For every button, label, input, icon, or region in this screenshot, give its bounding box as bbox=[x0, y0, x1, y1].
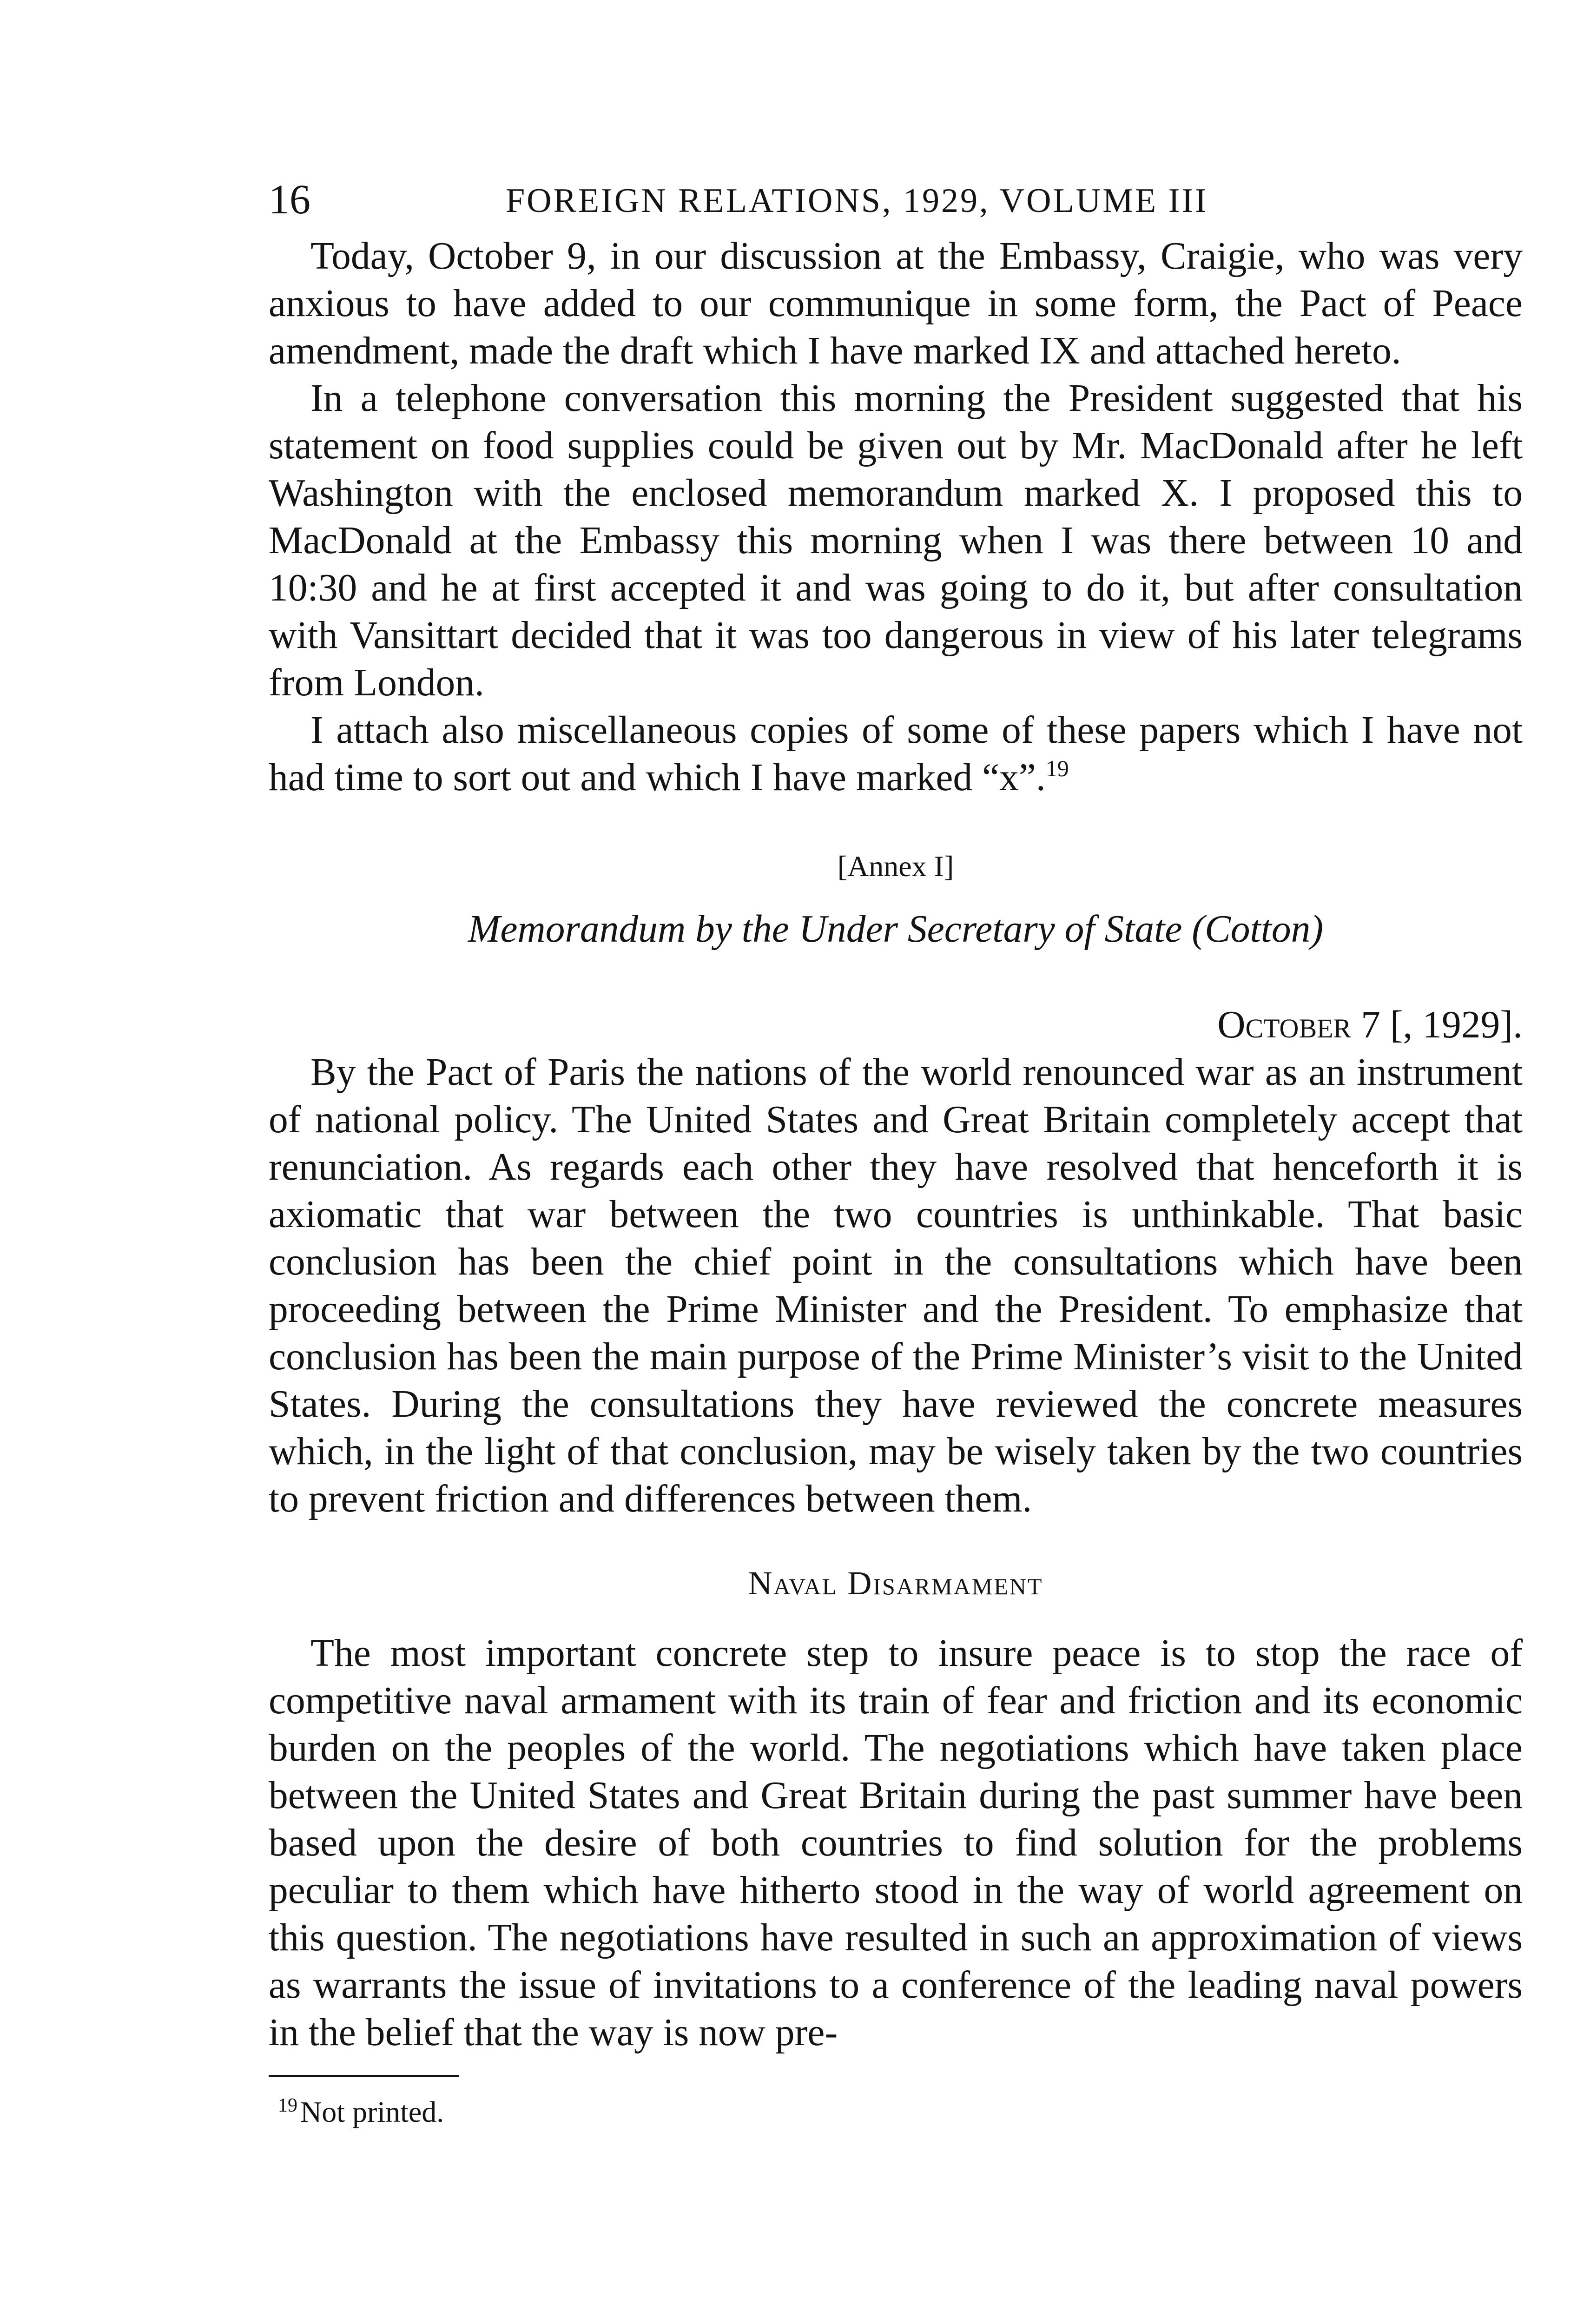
section-heading: Naval Disarmament bbox=[748, 1565, 1043, 1602]
annex-label: [Annex I] bbox=[837, 850, 954, 883]
footnote-text: Not printed. bbox=[300, 2095, 444, 2128]
memo-date-month: October bbox=[1217, 1004, 1352, 1046]
memo-date bbox=[269, 1001, 1523, 1049]
page-number: 16 bbox=[269, 177, 310, 223]
paragraph-intro-2: In a telephone conversation this morning the President suggested that his statement on food supplies could be given out by Mr. MacDonald after he left Washington with the enclosed memorandum marked X. I proposed this to MacDonald at the Embassy this morning when I was there between 10 and 10:30 and he at first accepted it and was going to do it, but after consultation with Vansittart decided that it was too dangerous in view of his later telegrams from London. bbox=[269, 377, 1523, 704]
paragraph-intro-3 bbox=[269, 706, 1523, 801]
paragraph-naval: The most important concrete step to insure peace is to stop the race of competitive naval armament with its train of fear and friction and its economic burden on the peoples of the world. The negotiations which have taken place between the United States and Great Britain during the past summer have been based upon the desire of both countries to find solution for the problems peculiar to them which have hitherto stood in the way of world agreement on this question. The negotiations have resulted in such an approximation of views as warrants the issue of invitations to a conference of the leading naval powers in the belief that the way is now pre- bbox=[269, 1632, 1523, 2054]
paragraph-intro-3-text: I attach also miscellaneous copies of some of these papers which I have not had time to sort out and which I have marked “x”. bbox=[269, 709, 1523, 799]
paragraph-memo: By the Pact of Paris the nations of the world renounced war as an instrument of national policy. The United States and Great Britain completely accept that renunciation. As regards each other they have resolved that henceforth it is axiomatic that war between the two countries is unthinkable. That basic conclusion has been the chief point in the consultations which have been proceeding between the Prime Minister and the President. To emphasize that conclusion has been the main purpose of the Prime Minister’s visit to the United States. During the consultations they have reviewed the concrete measures which, in the light of that conclusion, may be wisely taken by the two countries to prevent friction and differences between them. bbox=[269, 1051, 1523, 1520]
memo-title: Memorandum by the Under Secretary of State (Cotton) bbox=[468, 908, 1324, 951]
paragraph-intro-1: Today, October 9, in our discussion at the Embassy, Craigie, who was very anxious to have added to our communique in some form, the Pact of Peace amendment, made the draft which I have marked IX and attached hereto. bbox=[269, 235, 1523, 372]
footnote-reference: 19 bbox=[1045, 755, 1069, 781]
footnote bbox=[278, 2091, 1523, 2133]
document-page bbox=[269, 177, 1523, 2133]
footnote-mark: 19 bbox=[278, 2095, 297, 2116]
running-head: FOREIGN RELATIONS, 1929, VOLUME III bbox=[506, 182, 1208, 220]
page-header bbox=[269, 177, 1523, 232]
footnote-divider bbox=[269, 2075, 459, 2077]
memo-date-rest: 7 [, 1929]. bbox=[1361, 1004, 1523, 1046]
